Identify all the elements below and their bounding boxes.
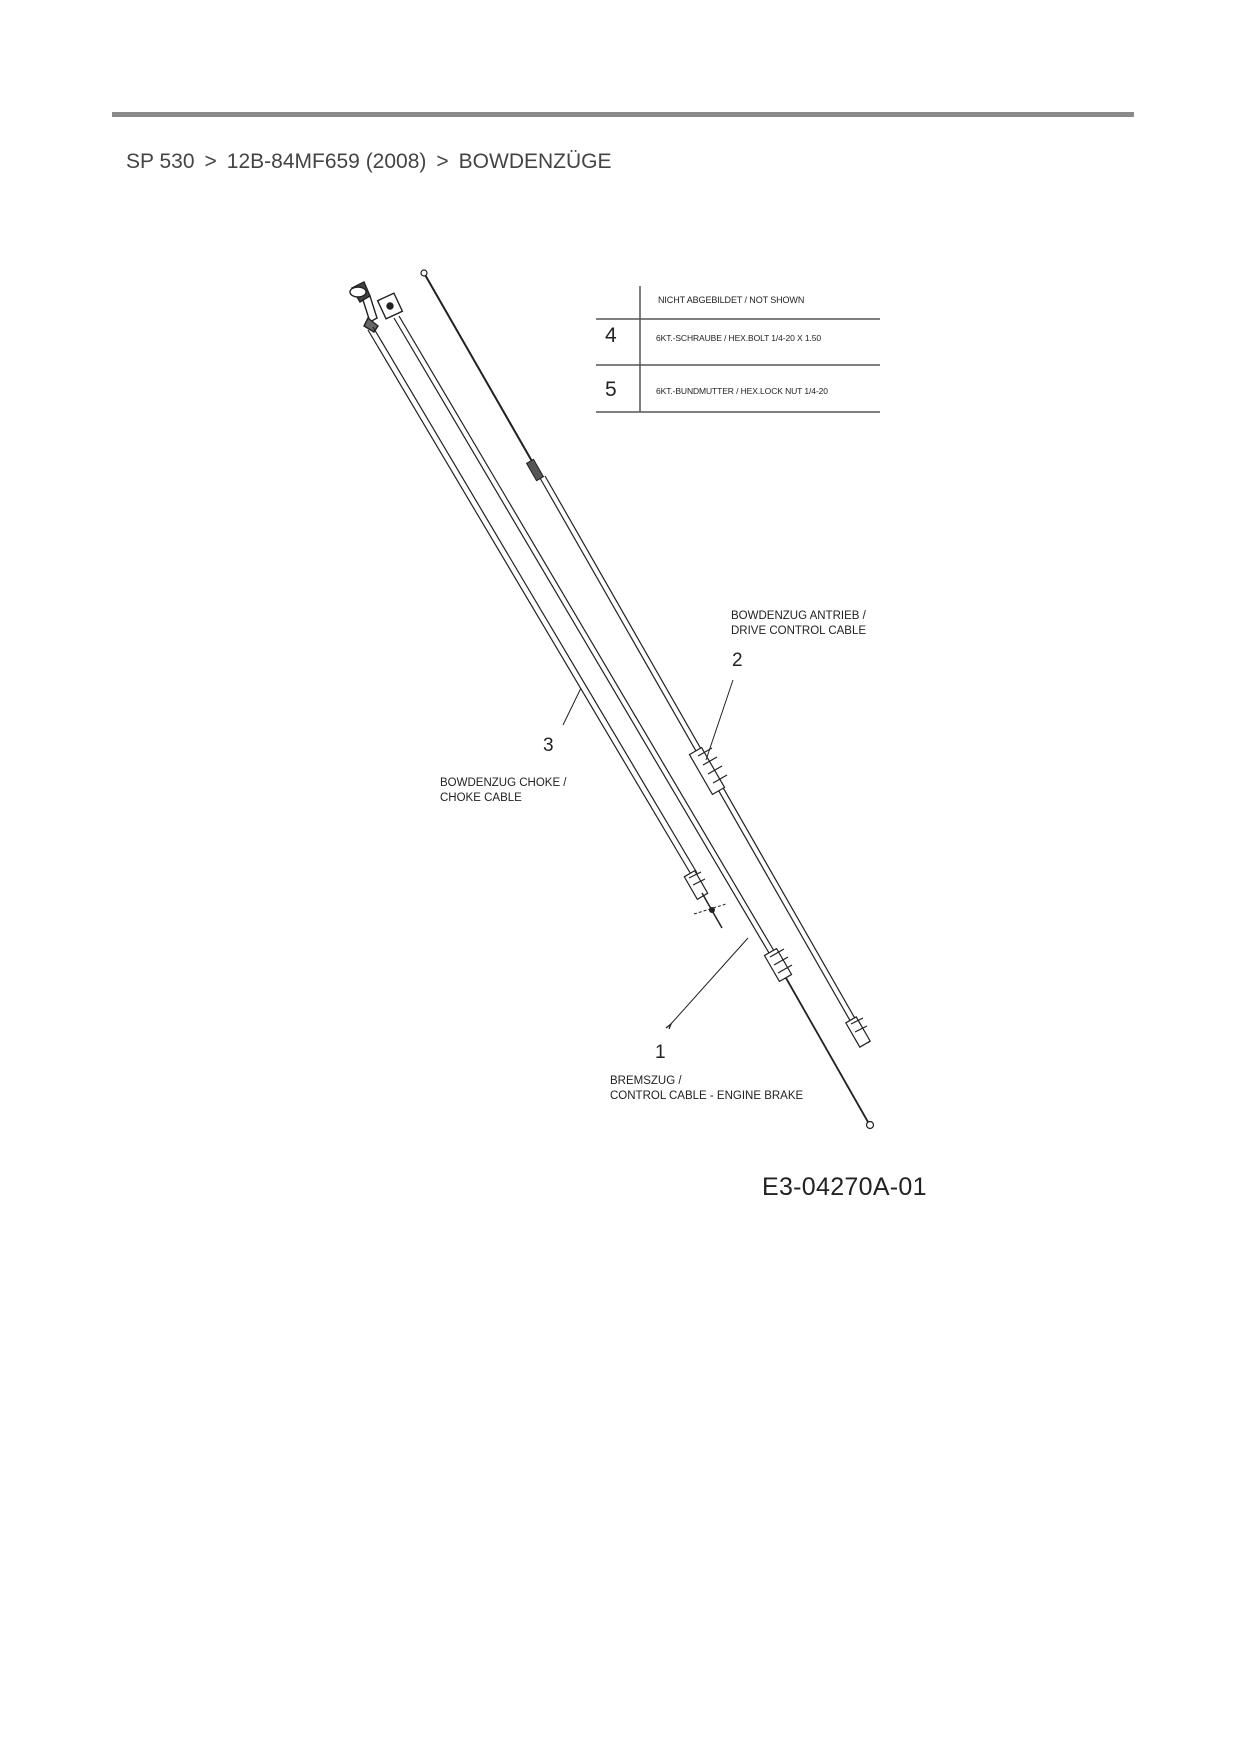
parts-table-row-number: 5 — [605, 378, 617, 401]
parts-table-row-description: 6KT.-BUNDMUTTER / HEX.LOCK NUT 1/4-20 — [656, 386, 828, 396]
drive-cable-end-fitting — [846, 1017, 870, 1047]
parts-table-header: NICHT ABGEBILDET / NOT SHOWN — [658, 295, 805, 305]
engine-brake-cable — [394, 316, 874, 1129]
breadcrumb-item-model[interactable]: SP 530 — [126, 150, 195, 173]
callout-2-label — [731, 609, 866, 639]
callout-2-number: 2 — [732, 650, 743, 671]
breadcrumb-item-section: BOWDENZÜGE — [458, 150, 612, 173]
callout-3-label — [440, 776, 567, 806]
brake-cable-adjuster — [764, 949, 792, 982]
callout-3-label-line2: CHOKE CABLE — [440, 792, 522, 804]
callout-1-label — [610, 1074, 803, 1104]
control-lever-assembly — [350, 282, 402, 332]
breadcrumb-item-variant[interactable]: 12B-84MF659 (2008) — [226, 150, 427, 173]
breadcrumb-separator: > — [436, 150, 449, 173]
callout-2-label-line2: DRIVE CONTROL CABLE — [731, 625, 867, 637]
callout-3-number: 3 — [543, 735, 554, 756]
choke-cable — [368, 327, 726, 928]
callout-1-number: 1 — [655, 1042, 666, 1063]
parts-table-row-number: 4 — [605, 324, 617, 347]
callout-2-label-line1: BOWDENZUG ANTRIEB / — [731, 610, 866, 622]
callout-3-label-line1: BOWDENZUG CHOKE / — [440, 777, 567, 789]
callout-1-label-line2: CONTROL CABLE - ENGINE BRAKE — [610, 1090, 804, 1102]
breadcrumb-separator: > — [204, 150, 217, 173]
parts-table-row-description: 6KT.-SCHRAUBE / HEX.BOLT 1/4-20 X 1.50 — [656, 333, 822, 343]
leader-lines — [563, 680, 748, 1029]
choke-cable-end-fitting — [684, 871, 707, 900]
drawing-number: E3-04270A-01 — [762, 1173, 927, 1201]
callout-1-label-line1: BREMSZUG / — [610, 1075, 682, 1087]
